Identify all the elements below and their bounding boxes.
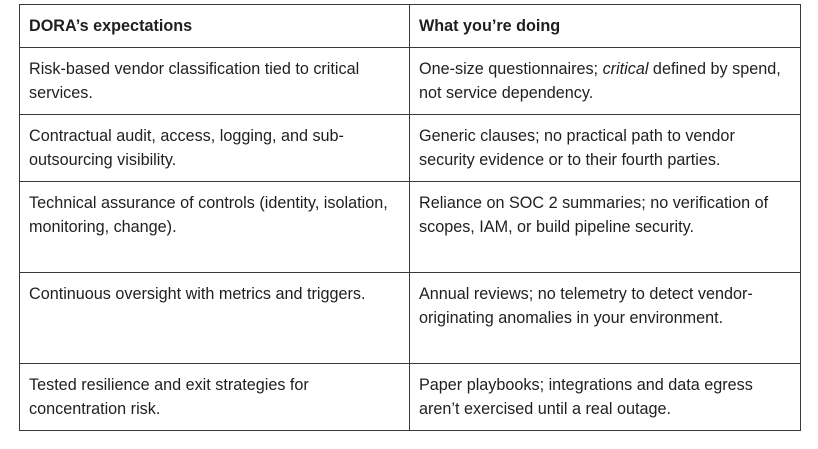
current-practice-cell: Reliance on SOC 2 summaries; no verification of scopes, IAM, or build pipeline security.: [410, 182, 801, 273]
table-row: [20, 182, 801, 273]
emphasis-text: critical: [602, 60, 649, 78]
current-practice-cell: [410, 48, 801, 115]
current-practice-cell: Annual reviews; no telemetry to detect vendor-originating anomalies in your environment.: [410, 273, 801, 364]
current-practice-text-rest: defined by spend, not service dependency.: [419, 60, 781, 102]
expectation-cell: Technical assurance of controls (identity, isolation, monitoring, change).: [20, 182, 410, 273]
expectation-cell: Risk-based vendor classification tied to critical services.: [20, 48, 410, 115]
header-what-youre-doing: What you’re doing: [410, 5, 801, 48]
table-header-row: [20, 5, 801, 48]
table-row: [20, 48, 801, 115]
table-row: [20, 273, 801, 364]
current-practice-cell: Paper playbooks; integrations and data egress aren’t exercised until a real outage.: [410, 364, 801, 431]
dora-comparison-table: [19, 4, 801, 431]
header-dora-expectations: DORA’s expectations: [20, 5, 410, 48]
expectation-cell: Tested resilience and exit strategies for concentration risk.: [20, 364, 410, 431]
current-practice-cell: Generic clauses; no practical path to vendor security evidence or to their fourth parties.: [410, 115, 801, 182]
expectation-cell: Contractual audit, access, logging, and sub-outsourcing visibility.: [20, 115, 410, 182]
expectation-cell: Continuous oversight with metrics and triggers.: [20, 273, 410, 364]
table-row: [20, 115, 801, 182]
current-practice-text: One-size questionnaires;: [419, 60, 603, 78]
comparison-table-container: [19, 4, 800, 431]
table-row: [20, 364, 801, 431]
